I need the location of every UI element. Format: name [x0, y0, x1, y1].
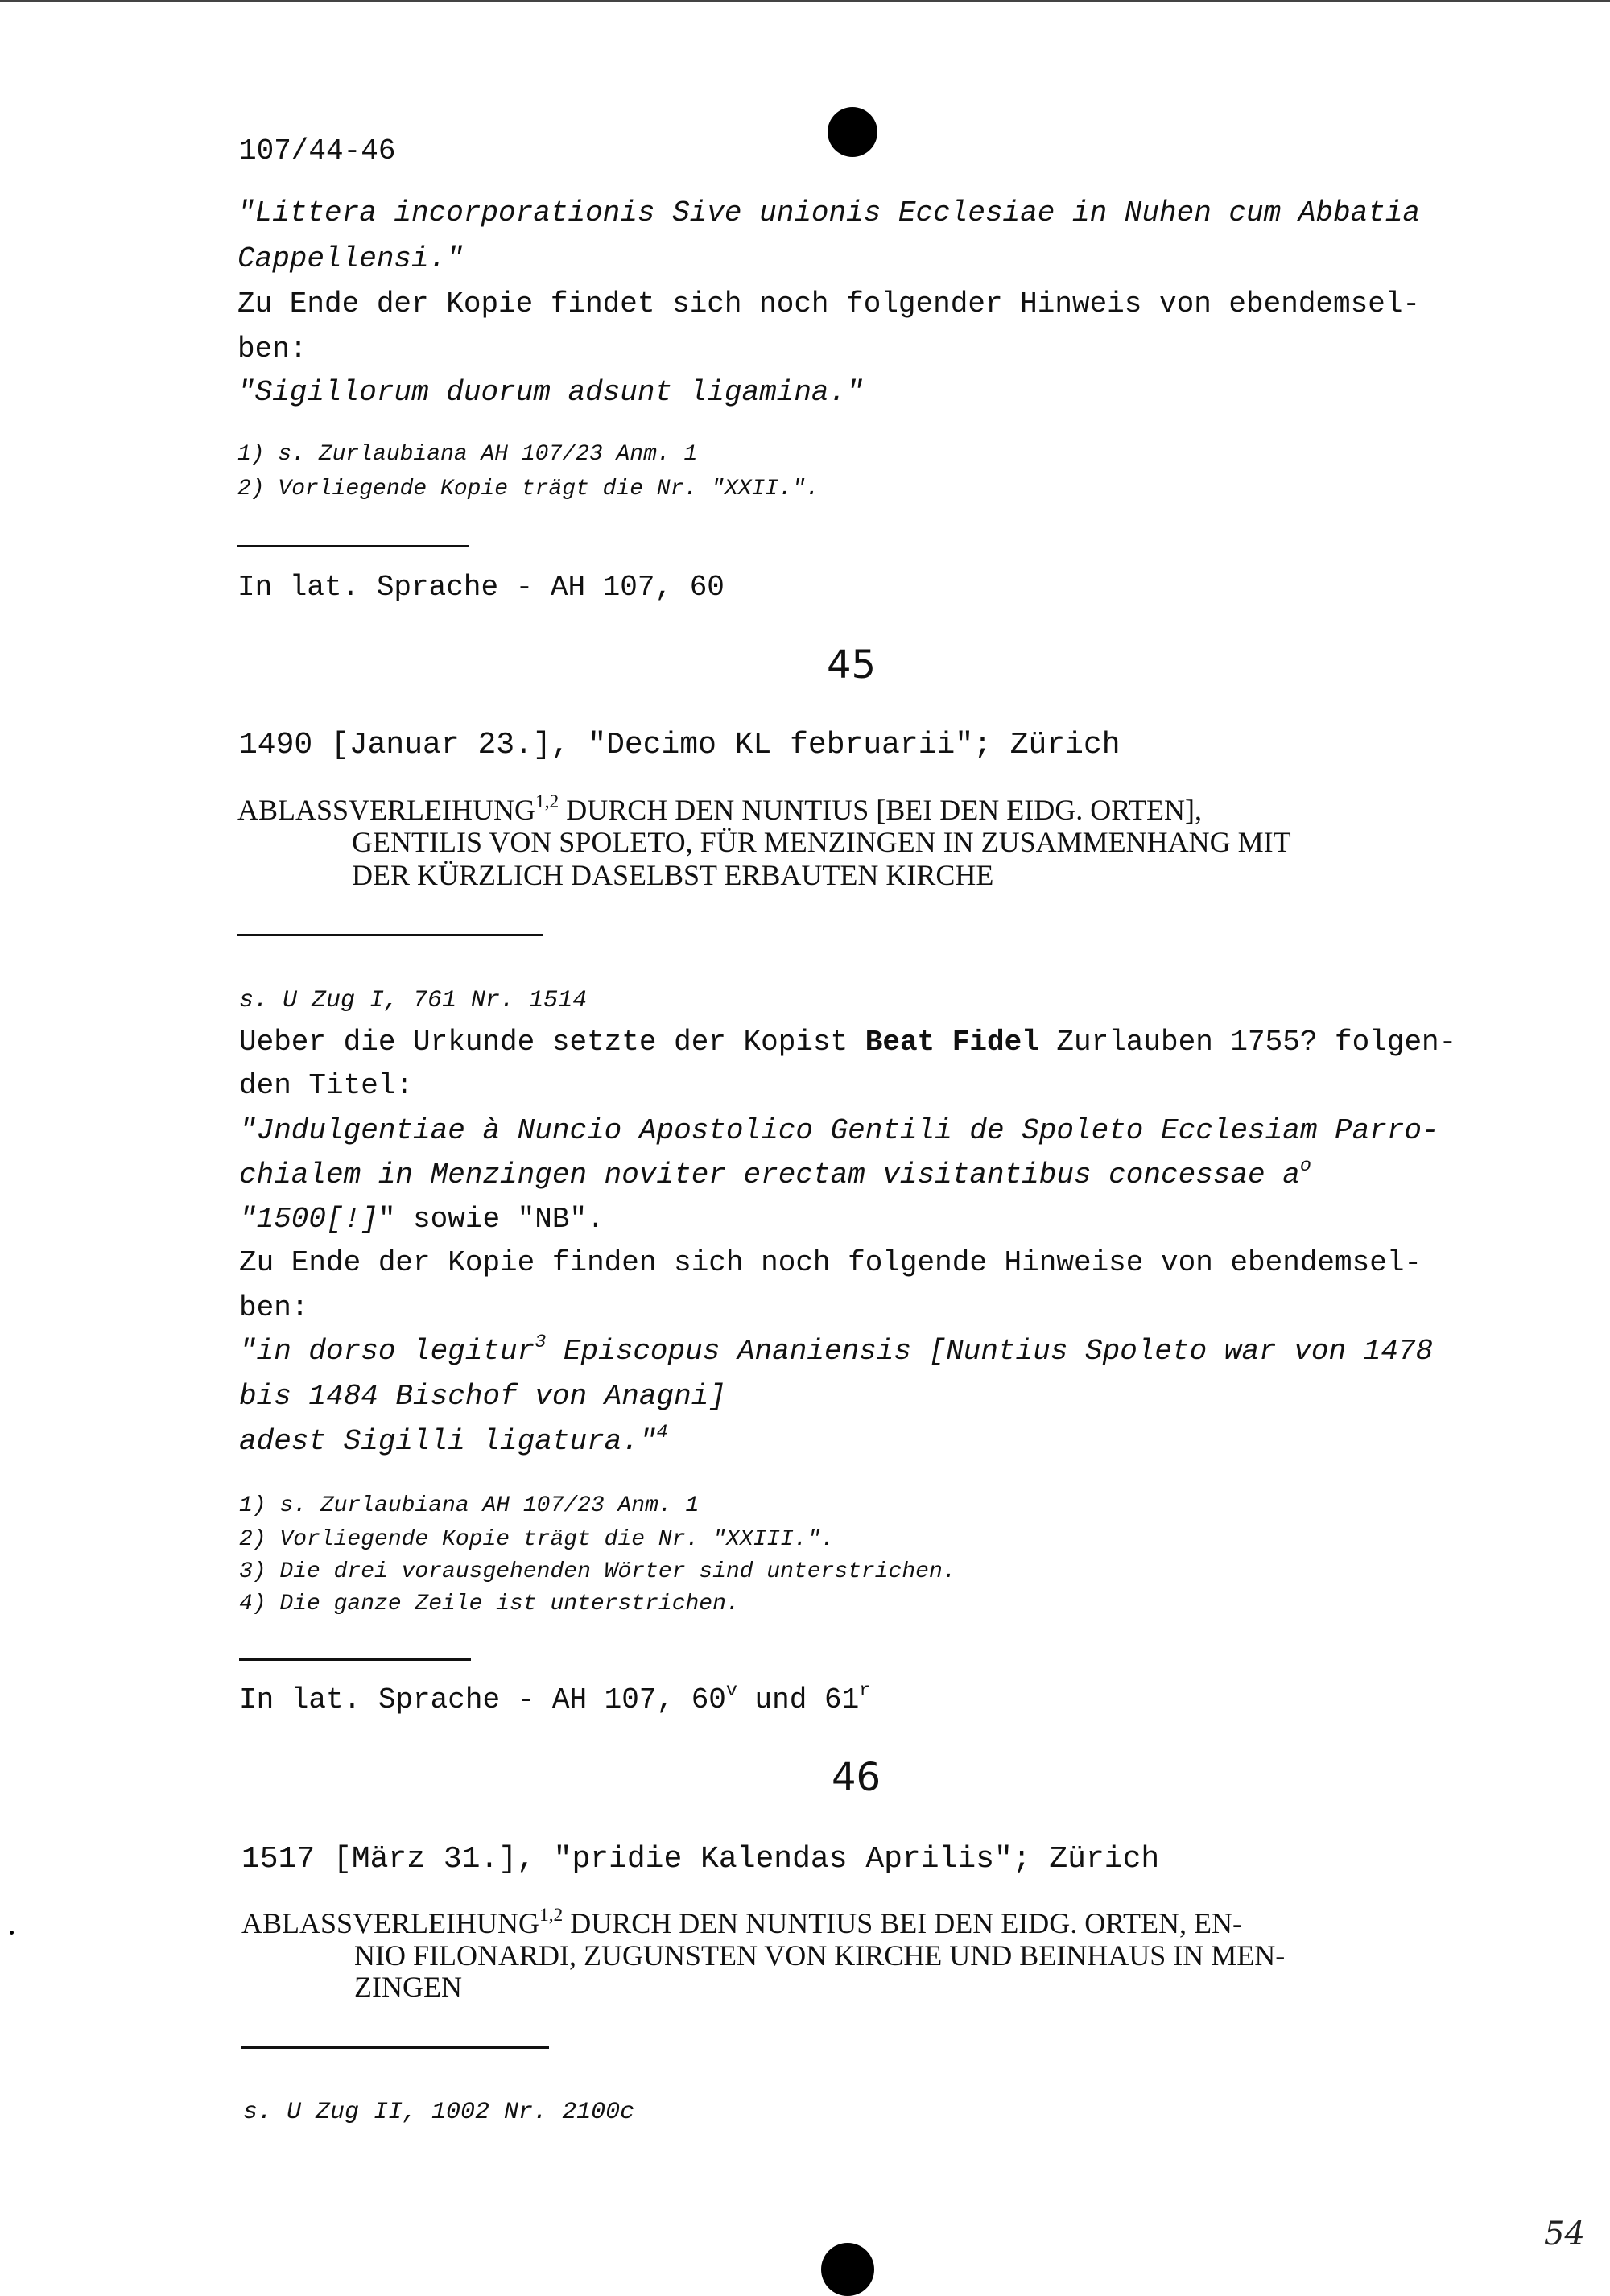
entry46-heading-start: ABLASSVERLEIHUNG [242, 1907, 540, 1939]
entry46-number: 46 [832, 1755, 881, 1800]
entry46-heading-line2: NIO FILONARDI, ZUGUNSTEN VON KIRCHE UND BEINHAUS IN MEN- [354, 1939, 1286, 1972]
page-top-border [0, 0, 1610, 2]
entry45-heading-rest: DURCH DEN NUNTIUS [BEI DEN EIDG. ORTEN], [559, 794, 1203, 826]
entry45-dorso-line3-sup: 4 [656, 1422, 668, 1443]
entry45-quote-line3-rest: " sowie "NB". [378, 1203, 605, 1236]
entry45-copyist-name: Beat Fidel [865, 1026, 1039, 1059]
entry44-note-line1: Zu Ende der Kopie findet sich noch folgender Hinweis von ebendemsel- [237, 287, 1421, 320]
entry45-quote-line2-text: chialem in Menzingen noviter erectam visitantibus concessae a [239, 1158, 1300, 1191]
entry45-body-line1-start: Ueber die Urkunde setzte der Kopist [239, 1026, 865, 1059]
entry45-heading-separator [237, 934, 543, 936]
entry46-date-line: 1517 [März 31.], "pridie Kalendas Aprilis"; Zürich [242, 1842, 1160, 1877]
entry45-footnote-1: 1) s. Zurlaubiana AH 107/23 Anm. 1 [239, 1493, 700, 1518]
entry44-title-line1: "Littera incorporationis Sive unionis Ecclesiae in Nuhen cum Abbatia [237, 196, 1421, 229]
entry45-quote-line2-sup: o [1299, 1155, 1311, 1177]
bottom-punch-hole [821, 2243, 874, 2296]
entry44-quote: "Sigillorum duorum adsunt ligamina." [237, 376, 864, 409]
entry45-language-mid: und 61 [737, 1683, 860, 1716]
handwritten-page-number: 54 [1544, 2215, 1585, 2253]
entry45-dorso-line1 [239, 1329, 1433, 1374]
entry46-heading-rest: DURCH DEN NUNTIUS BEI DEN EIDG. ORTEN, EN- [563, 1907, 1243, 1939]
punch-hole [828, 107, 877, 157]
entry46-reference: s. U Zug II, 1002 Nr. 2100c [243, 2099, 635, 2126]
entry45-quote-year: "1500[!] [239, 1203, 378, 1236]
entry45-heading-footnote-marks: 1,2 [535, 791, 559, 812]
entry44-footnote-1: 1) s. Zurlaubiana AH 107/23 Anm. 1 [237, 442, 698, 467]
entry45-heading-line2: GENTILIS VON SPOLETO, FÜR MENZINGEN IN ZUSAMMENHANG MIT [352, 826, 1291, 858]
entry45-dorso-line1-sup: 3 [535, 1332, 547, 1353]
entry44-note-line2: ben: [237, 332, 308, 365]
entry45-note-line1: Zu Ende der Kopie finden sich noch folgende Hinweise von ebendemsel- [239, 1246, 1422, 1279]
entry45-body-line2: den Titel: [239, 1069, 414, 1102]
entry45-body-line1-end: Zurlauben 1755? folgen- [1038, 1026, 1457, 1059]
entry45-number: 45 [827, 642, 877, 688]
entry45-footnote-4: 4) Die ganze Zeile ist unterstrichen. [239, 1592, 740, 1617]
entry45-dorso-line1-rest: Episcopus Ananiensis [Nuntius Spoleto war von 1478 [546, 1335, 1434, 1368]
entry45-dorso-line3-text: adest Sigilli ligatura." [239, 1425, 657, 1458]
reference-code: 107/44-46 [239, 134, 396, 167]
entry44-language: In lat. Sprache - AH 107, 60 [237, 571, 724, 604]
entry45-dorso-line1-start: "in dorso legitur [239, 1335, 535, 1368]
entry45-dorso-line2: bis 1484 Bischof von Anagni] [239, 1380, 726, 1413]
entry44-footnote-2: 2) Vorliegende Kopie trägt die Nr. "XXII.". [237, 477, 819, 502]
entry44-title-line2: Cappellensi." [237, 242, 464, 275]
entry45-footnote-3: 3) Die drei vorausgehenden Wörter sind unterstrichen. [239, 1559, 956, 1584]
entry45-footnote-2: 2) Vorliegende Kopie trägt die Nr. "XXIII.". [239, 1527, 835, 1552]
entry45-heading-line3: DER KÜRZLICH DASELBST ERBAUTEN KIRCHE [352, 859, 994, 891]
entry45-language [239, 1678, 870, 1723]
entry45-language-sup-recto: r [859, 1680, 871, 1702]
entry45-reference: s. U Zug I, 761 Nr. 1514 [239, 987, 588, 1014]
entry46-heading-line1 [242, 1906, 1242, 1940]
entry45-separator [239, 1658, 471, 1661]
entry45-language-sup-verso: v [725, 1680, 737, 1702]
entry46-heading-footnote-marks: 1,2 [539, 1904, 564, 1926]
entry45-dorso-line3 [239, 1419, 668, 1464]
entry45-language-start: In lat. Sprache - AH 107, 60 [239, 1683, 726, 1716]
entry45-quote-line2 [239, 1153, 1311, 1198]
entry45-note-line2: ben: [239, 1291, 309, 1324]
entry45-heading-start: ABLASSVERLEIHUNG [237, 794, 536, 826]
entry44-separator [237, 545, 469, 547]
entry45-date-line: 1490 [Januar 23.], "Decimo KL februarii"; Zürich [239, 728, 1121, 762]
entry45-heading-line1 [237, 793, 1202, 827]
entry45-quote-line1: "Jndulgentiae à Nuncio Apostolico Gentili de Spoleto Ecclesiam Parro- [239, 1114, 1439, 1147]
entry46-heading-line3: ZINGEN [354, 1971, 462, 2003]
entry46-heading-separator [242, 2046, 549, 2049]
entry45-quote-line3 [239, 1197, 605, 1242]
margin-speck [10, 1931, 14, 1935]
entry45-body-line1 [239, 1020, 1456, 1065]
